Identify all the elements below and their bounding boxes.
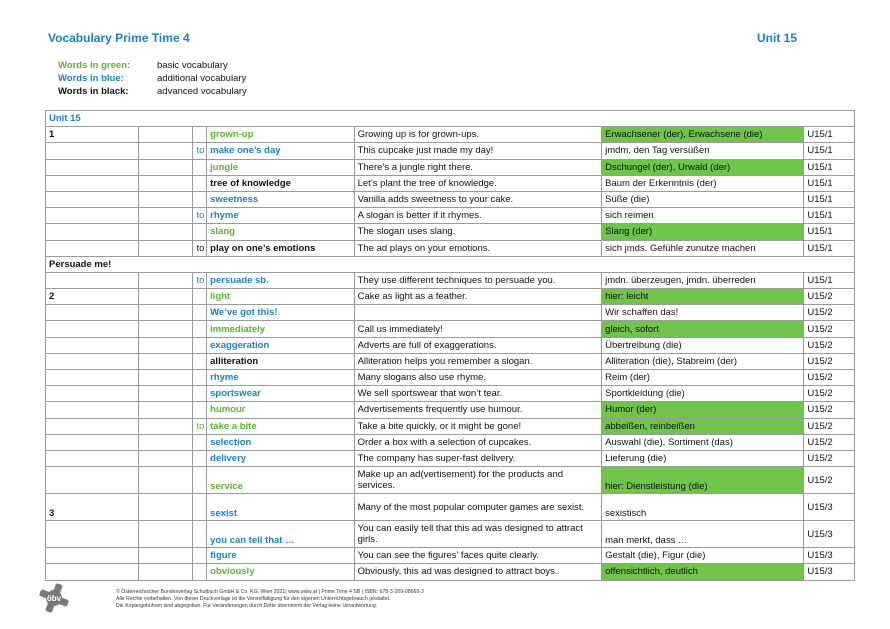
exercise-number-cell	[46, 240, 139, 256]
example-sentence-cell: There’s a jungle right there.	[354, 159, 602, 175]
empty-cell	[138, 370, 193, 386]
english-word-cell: rhyme	[207, 208, 354, 224]
footer-line-3: Die Kopiergebühren sind abgegolten. Für Veränderungen durch Dritte übernimmt der Verlag keine Verantwortung.	[116, 603, 378, 609]
english-word-cell: alliteration	[207, 353, 354, 369]
unit-reference-cell: U15/1	[804, 240, 855, 256]
table-row	[46, 370, 855, 386]
to-prefix-cell	[193, 467, 207, 494]
example-sentence-cell: The slogan uses slang.	[354, 224, 602, 240]
footer-line-1: © Österreichischer Bundesverlag Schulbuch GmbH & Co. KG, Wien 2021| www.oebv.at | Prime Time 4 SB | ISBN: 978-3-209-08669-3	[116, 589, 424, 595]
example-sentence-cell: Vanilla adds sweetness to your cake.	[354, 191, 602, 207]
exercise-number-cell	[46, 305, 139, 321]
table-row	[46, 143, 855, 159]
english-word-cell: humour	[207, 402, 354, 418]
to-prefix-cell	[193, 548, 207, 564]
to-prefix-cell	[193, 564, 207, 580]
empty-cell	[138, 208, 193, 224]
exercise-number-cell	[46, 548, 139, 564]
example-sentence-cell: Obviously, this ad was designed to attract boys.	[354, 564, 602, 580]
legend-row	[58, 59, 247, 72]
empty-cell	[138, 321, 193, 337]
unit-reference-cell: U15/2	[804, 467, 855, 494]
example-sentence-cell: Adverts are full of exaggerations.	[354, 337, 602, 353]
table-row	[46, 321, 855, 337]
german-translation-cell: Dschungel (der), Urwald (der)	[602, 159, 804, 175]
english-word-cell: grown-up	[207, 127, 354, 143]
table-row	[46, 272, 855, 288]
copyright-footer	[116, 589, 424, 610]
empty-cell	[138, 494, 193, 521]
exercise-number-cell	[46, 175, 139, 191]
german-translation-cell: sich reimen	[602, 208, 804, 224]
english-word-cell: sweetness	[207, 191, 354, 207]
german-translation-cell: Humor (der)	[602, 402, 804, 418]
example-sentence-cell: A slogan is better if it rhymes.	[354, 208, 602, 224]
example-sentence-cell: Advertisements frequently use humour.	[354, 402, 602, 418]
unit-label: Unit 15	[757, 31, 798, 45]
english-word-cell: obviously	[207, 564, 354, 580]
unit-reference-cell: U15/2	[804, 289, 855, 305]
german-translation-cell: man merkt, dass …	[602, 521, 804, 548]
legend-label: Words in green:	[58, 60, 131, 71]
english-word-cell: play on one’s emotions	[207, 240, 354, 256]
example-sentence-cell: You can see the figures’ faces quite clearly.	[354, 548, 602, 564]
english-word-cell: light	[207, 289, 354, 305]
unit-reference-cell: U15/1	[804, 143, 855, 159]
to-prefix-cell	[193, 386, 207, 402]
to-prefix-cell	[193, 159, 207, 175]
table-row	[46, 353, 855, 369]
german-translation-cell: gleich, sofort	[602, 321, 804, 337]
exercise-number-cell: 2	[46, 289, 139, 305]
to-prefix-cell: to	[193, 272, 207, 288]
english-word-cell: delivery	[207, 450, 354, 466]
table-row	[46, 208, 855, 224]
color-legend	[58, 59, 247, 98]
to-prefix-cell	[193, 127, 207, 143]
example-sentence-cell	[354, 305, 602, 321]
empty-cell	[138, 386, 193, 402]
empty-cell	[138, 224, 193, 240]
german-translation-cell: jmdm. den Tag versüßen	[602, 143, 804, 159]
german-translation-cell: abbeißen, reinbeißen	[602, 418, 804, 434]
english-word-cell: We’ve got this!	[207, 305, 354, 321]
english-word-cell: persuade sb.	[207, 272, 354, 288]
footer-line-2: Alle Rechte vorbehalten. Von dieser Druckvorlage ist die Vervielfältigung für den eigenen Unterrichtsgebrauch gestattet.	[116, 596, 391, 602]
unit-reference-cell: U15/1	[804, 191, 855, 207]
example-sentence-cell: They use different techniques to persuade you.	[354, 272, 602, 288]
logo-text: öbv	[46, 594, 62, 603]
to-prefix-cell	[193, 434, 207, 450]
unit-reference-cell: U15/2	[804, 353, 855, 369]
to-prefix-cell	[193, 337, 207, 353]
unit-reference-cell: U15/2	[804, 305, 855, 321]
table-row	[46, 337, 855, 353]
table-row	[46, 418, 855, 434]
exercise-number-cell	[46, 191, 139, 207]
empty-cell	[138, 467, 193, 494]
section-header-row	[46, 111, 855, 127]
german-translation-cell: Erwachsener (der), Erwachsene (die)	[602, 127, 804, 143]
empty-cell	[138, 272, 193, 288]
english-word-cell: sportswear	[207, 386, 354, 402]
english-word-cell: jungle	[207, 159, 354, 175]
to-prefix-cell	[193, 305, 207, 321]
unit-reference-cell: U15/2	[804, 321, 855, 337]
empty-cell	[138, 521, 193, 548]
empty-cell	[138, 289, 193, 305]
to-prefix-cell	[193, 494, 207, 521]
to-prefix-cell	[193, 224, 207, 240]
german-translation-cell: Süße (die)	[602, 191, 804, 207]
exercise-number-cell: 3	[46, 494, 139, 521]
unit-reference-cell: U15/3	[804, 494, 855, 521]
exercise-number-cell	[46, 208, 139, 224]
german-translation-cell: Auswahl (die), Sortiment (das)	[602, 434, 804, 450]
to-prefix-cell	[193, 353, 207, 369]
english-word-cell: service	[207, 467, 354, 494]
german-translation-cell: hier: leicht	[602, 289, 804, 305]
table-row	[46, 521, 855, 548]
exercise-number-cell	[46, 402, 139, 418]
to-prefix-cell	[193, 191, 207, 207]
exercise-number-cell	[46, 386, 139, 402]
table-row	[46, 450, 855, 466]
german-translation-cell: Übertreibung (die)	[602, 337, 804, 353]
exercise-number-cell	[46, 370, 139, 386]
example-sentence-cell: Growing up is for grown-ups.	[354, 127, 602, 143]
empty-cell	[138, 191, 193, 207]
unit-reference-cell: U15/2	[804, 337, 855, 353]
exercise-number-cell	[46, 272, 139, 288]
example-sentence-cell: Let’s plant the tree of knowledge.	[354, 175, 602, 191]
exercise-number-cell	[46, 159, 139, 175]
table-row	[46, 434, 855, 450]
table-row	[46, 240, 855, 256]
german-translation-cell: Alliteration (die), Stabreim (der)	[602, 353, 804, 369]
example-sentence-cell: Many of the most popular computer games are sexist.	[354, 494, 602, 521]
table-row	[46, 494, 855, 521]
to-prefix-cell	[193, 450, 207, 466]
english-word-cell: exaggeration	[207, 337, 354, 353]
table-row	[46, 305, 855, 321]
unit-reference-cell: U15/1	[804, 208, 855, 224]
obv-logo	[38, 582, 70, 614]
empty-cell	[138, 434, 193, 450]
exercise-number-cell	[46, 564, 139, 580]
empty-cell	[138, 402, 193, 418]
example-sentence-cell: Call us immediately!	[354, 321, 602, 337]
english-word-cell: selection	[207, 434, 354, 450]
empty-cell	[138, 127, 193, 143]
example-sentence-cell: This cupcake just made my day!	[354, 143, 602, 159]
empty-cell	[138, 305, 193, 321]
section-title: Unit 15	[46, 111, 855, 127]
document-title: Vocabulary Prime Time 4	[48, 31, 190, 45]
empty-cell	[138, 175, 193, 191]
unit-reference-cell: U15/1	[804, 127, 855, 143]
german-translation-cell: hier: Dienstleistung (die)	[602, 467, 804, 494]
empty-cell	[138, 143, 193, 159]
table-row	[46, 127, 855, 143]
unit-reference-cell: U15/2	[804, 370, 855, 386]
german-translation-cell: Slang (der)	[602, 224, 804, 240]
exercise-number-cell	[46, 467, 139, 494]
exercise-number-cell	[46, 337, 139, 353]
subsection-title: Persuade me!	[46, 256, 855, 272]
table-row	[46, 175, 855, 191]
table-row	[46, 224, 855, 240]
english-word-cell: slang	[207, 224, 354, 240]
table-row	[46, 564, 855, 580]
to-prefix-cell: to	[193, 143, 207, 159]
english-word-cell: sexist	[207, 494, 354, 521]
unit-reference-cell: U15/3	[804, 521, 855, 548]
exercise-number-cell	[46, 418, 139, 434]
vocabulary-table	[45, 110, 855, 581]
english-word-cell: figure	[207, 548, 354, 564]
example-sentence-cell: Many slogans also use rhyme.	[354, 370, 602, 386]
empty-cell	[138, 240, 193, 256]
german-translation-cell: sich jmds. Gefühle zunutze machen	[602, 240, 804, 256]
unit-reference-cell: U15/2	[804, 386, 855, 402]
example-sentence-cell: Alliteration helps you remember a slogan.	[354, 353, 602, 369]
example-sentence-cell: You can easily tell that this ad was designed to attract girls.	[354, 521, 602, 548]
exercise-number-cell	[46, 224, 139, 240]
exercise-number-cell	[46, 450, 139, 466]
unit-reference-cell: U15/2	[804, 434, 855, 450]
german-translation-cell: Lieferung (die)	[602, 450, 804, 466]
english-word-cell: you can tell that …	[207, 521, 354, 548]
exercise-number-cell	[46, 353, 139, 369]
english-word-cell: make one’s day	[207, 143, 354, 159]
german-translation-cell: Reim (der)	[602, 370, 804, 386]
empty-cell	[138, 564, 193, 580]
english-word-cell: take a bite	[207, 418, 354, 434]
exercise-number-cell	[46, 521, 139, 548]
legend-label: Words in blue:	[58, 73, 124, 84]
german-translation-cell: offensichtlich, deutlich	[602, 564, 804, 580]
english-word-cell: immediately	[207, 321, 354, 337]
to-prefix-cell	[193, 402, 207, 418]
german-translation-cell: Baum der Erkenntnis (der)	[602, 175, 804, 191]
unit-reference-cell: U15/1	[804, 272, 855, 288]
german-translation-cell: Gestalt (die), Figur (die)	[602, 548, 804, 564]
unit-reference-cell: U15/1	[804, 224, 855, 240]
empty-cell	[138, 337, 193, 353]
example-sentence-cell: We sell sportswear that won’t tear.	[354, 386, 602, 402]
table-row	[46, 386, 855, 402]
empty-cell	[138, 159, 193, 175]
exercise-number-cell	[46, 143, 139, 159]
unit-reference-cell: U15/1	[804, 175, 855, 191]
to-prefix-cell	[193, 175, 207, 191]
german-translation-cell: sexistisch	[602, 494, 804, 521]
exercise-number-cell	[46, 321, 139, 337]
legend-row	[58, 85, 247, 98]
to-prefix-cell: to	[193, 240, 207, 256]
german-translation-cell: Wir schaffen das!	[602, 305, 804, 321]
exercise-number-cell: 1	[46, 127, 139, 143]
legend-description: advanced vocabulary	[157, 86, 247, 97]
english-word-cell: rhyme	[207, 370, 354, 386]
example-sentence-cell: Take a bite quickly, or it might be gone!	[354, 418, 602, 434]
unit-reference-cell: U15/3	[804, 564, 855, 580]
example-sentence-cell: Cake as light as a feather.	[354, 289, 602, 305]
to-prefix-cell	[193, 321, 207, 337]
to-prefix-cell	[193, 289, 207, 305]
unit-reference-cell: U15/2	[804, 402, 855, 418]
table-row	[46, 159, 855, 175]
unit-reference-cell: U15/2	[804, 450, 855, 466]
legend-label: Words in black:	[58, 86, 129, 97]
example-sentence-cell: The ad plays on your emotions.	[354, 240, 602, 256]
to-prefix-cell: to	[193, 418, 207, 434]
empty-cell	[138, 418, 193, 434]
table-row	[46, 402, 855, 418]
empty-cell	[138, 548, 193, 564]
to-prefix-cell: to	[193, 208, 207, 224]
subsection-header-row	[46, 256, 855, 272]
unit-reference-cell: U15/3	[804, 548, 855, 564]
table-row	[46, 467, 855, 494]
table-row	[46, 548, 855, 564]
empty-cell	[138, 353, 193, 369]
empty-cell	[138, 450, 193, 466]
german-translation-cell: jmdn. überzeugen, jmdn. überreden	[602, 272, 804, 288]
to-prefix-cell	[193, 521, 207, 548]
unit-reference-cell: U15/2	[804, 418, 855, 434]
legend-description: basic vocabulary	[157, 60, 228, 71]
example-sentence-cell: The company has super-fast delivery.	[354, 450, 602, 466]
example-sentence-cell: Make up an ad(vertisement) for the products and services.	[354, 467, 602, 494]
legend-description: additional vocabulary	[157, 73, 247, 84]
legend-row	[58, 72, 247, 85]
to-prefix-cell	[193, 370, 207, 386]
table-row	[46, 289, 855, 305]
german-translation-cell: Sportkleidung (die)	[602, 386, 804, 402]
table-row	[46, 191, 855, 207]
english-word-cell: tree of knowledge	[207, 175, 354, 191]
exercise-number-cell	[46, 434, 139, 450]
example-sentence-cell: Order a box with a selection of cupcakes.	[354, 434, 602, 450]
unit-reference-cell: U15/1	[804, 159, 855, 175]
